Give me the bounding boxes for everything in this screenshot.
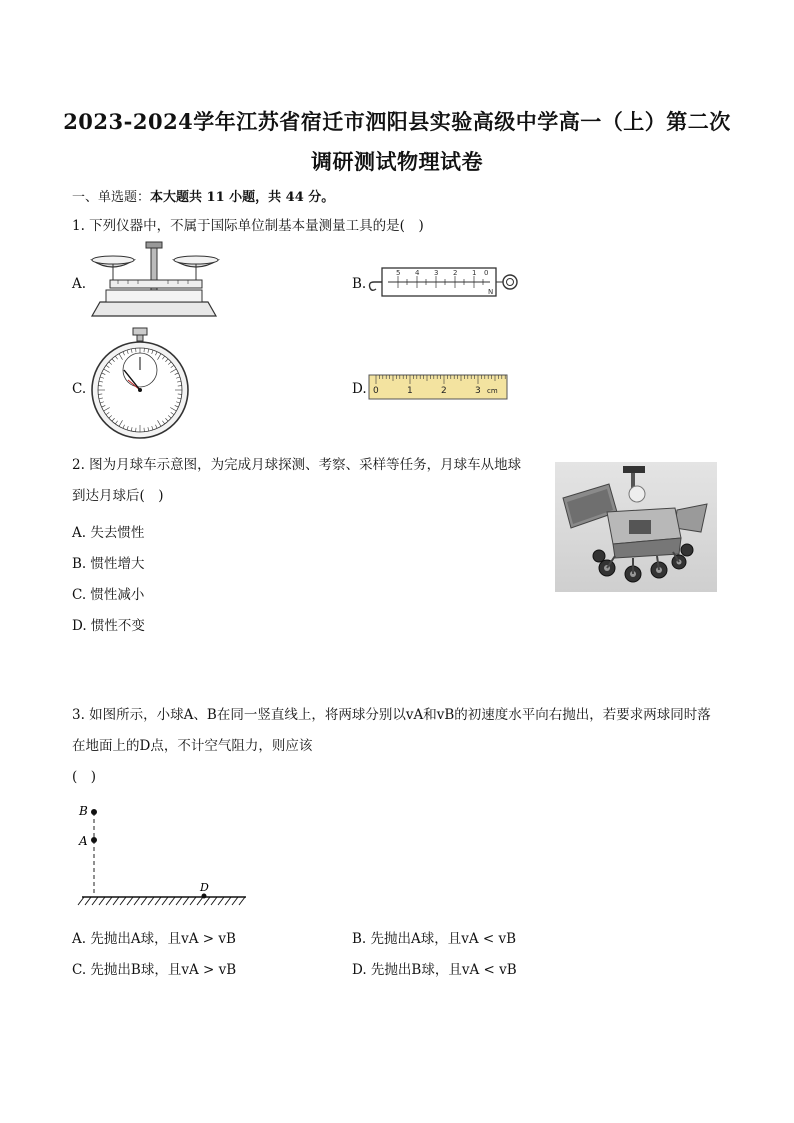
spring-tick-3: 3 bbox=[434, 269, 439, 277]
ground-hatch bbox=[141, 897, 147, 905]
projectile-diagram bbox=[74, 800, 250, 912]
spring-unit: N bbox=[488, 288, 494, 296]
q3-stem-line2: 在地面上的D点，不计空气阻力，则应该 bbox=[72, 738, 313, 754]
ground-hatch bbox=[190, 897, 196, 905]
ground-hatch bbox=[239, 897, 245, 905]
q2-option-d: D. 惯性不变 bbox=[72, 618, 145, 634]
page-title-line2: 调研测试物理试卷 bbox=[311, 149, 483, 174]
ground-hatch bbox=[106, 897, 112, 905]
q2-stem-line2: 到达月球后( ) bbox=[72, 488, 164, 504]
section-heading bbox=[72, 186, 334, 205]
ground-hatch bbox=[197, 897, 203, 905]
ground-hatch bbox=[148, 897, 154, 905]
ground-hatch bbox=[169, 897, 175, 905]
ground-hatch bbox=[232, 897, 238, 905]
q3-option-c: C. 先抛出B球，且vA > vB bbox=[72, 962, 237, 978]
spring-tick-4: 4 bbox=[415, 269, 420, 277]
q1-stem: 1. 下列仪器中，不属于国际单位制基本量测量工具的是( ) bbox=[72, 218, 424, 234]
spring-tick-0: 0 bbox=[484, 269, 489, 277]
q2-stem-line1: 2. 图为月球车示意图，为完成月球探测、考察、采样等任务，月球车从地球 bbox=[72, 457, 522, 473]
q1-option-b-label: B. bbox=[352, 276, 367, 292]
q2-option-a: A. 失去惯性 bbox=[72, 525, 145, 541]
spring-tick-2: 2 bbox=[453, 269, 458, 277]
ruler-tick-0: 0 bbox=[373, 386, 379, 396]
spring-scale-image bbox=[368, 262, 522, 302]
ground-hatch bbox=[127, 897, 133, 905]
ground-hatch bbox=[155, 897, 161, 905]
stopwatch-image bbox=[88, 326, 192, 444]
ground-hatch bbox=[218, 897, 224, 905]
ground-hatch bbox=[120, 897, 126, 905]
ground-hatch bbox=[99, 897, 105, 905]
page-title-line1: 2023-2024学年江苏省宿迁市泗阳县实验高级中学高一（上）第二次 bbox=[63, 109, 731, 134]
spring-tick-1: 1 bbox=[472, 269, 477, 277]
q1-option-d-label: D. bbox=[352, 381, 367, 397]
label-b: B bbox=[79, 804, 88, 818]
q3-option-b: B. 先抛出A球，且vA < vB bbox=[352, 931, 517, 947]
q3-stem-line1: 3. 如图所示，小球A、B在同一竖直线上，将两球分别以vA和vB的初速度水平向右抛出，若要求两球同时落 bbox=[72, 707, 711, 723]
label-d: D bbox=[200, 881, 209, 894]
q1-option-c-label: C. bbox=[72, 381, 87, 397]
ground-hatch bbox=[211, 897, 217, 905]
ground-hatch bbox=[92, 897, 98, 905]
q3-option-a: A. 先抛出A球，且vA > vB bbox=[72, 931, 236, 947]
q3-option-d: D. 先抛出B球，且vA < vB bbox=[352, 962, 517, 978]
ground-hatch bbox=[225, 897, 231, 905]
spring-tick-5: 5 bbox=[396, 269, 401, 277]
q1-option-a-label: A. bbox=[72, 276, 87, 292]
q3-stem-line3: ( ) bbox=[72, 769, 97, 785]
ground-hatch bbox=[85, 897, 91, 905]
ground-hatch bbox=[183, 897, 189, 905]
section-desc: 本大题共 11 小题，共 44 分。 bbox=[150, 190, 335, 205]
q2-option-c: C. 惯性减小 bbox=[72, 587, 145, 603]
ruler-tick-1: 1 bbox=[407, 386, 413, 396]
ruler-unit: cm bbox=[487, 387, 498, 395]
balance-scale-image bbox=[88, 242, 220, 324]
ground-hatch bbox=[113, 897, 119, 905]
ruler-image bbox=[368, 374, 510, 400]
ground-hatch bbox=[162, 897, 168, 905]
ruler-tick-2: 2 bbox=[441, 386, 447, 396]
label-a: A bbox=[79, 834, 88, 848]
lunar-rover-image bbox=[555, 462, 717, 592]
section-label: 一、单选题： bbox=[72, 190, 151, 205]
ground-hatch bbox=[78, 897, 84, 905]
q2-option-b: B. 惯性增大 bbox=[72, 556, 145, 572]
ruler-tick-3: 3 bbox=[475, 386, 481, 396]
ground-hatch bbox=[134, 897, 140, 905]
ground-hatch bbox=[176, 897, 182, 905]
